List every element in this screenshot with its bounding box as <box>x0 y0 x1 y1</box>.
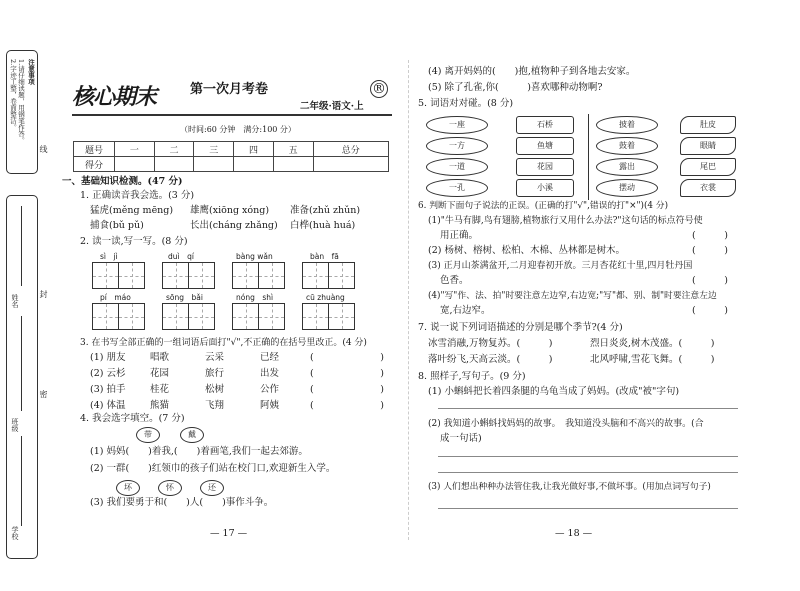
q4-line-2: (2) 一群( )红领巾的孩子们站在校门口,欢迎新生入学。 <box>90 463 336 474</box>
q7-item-1[interactable]: 冰雪消融,万物复苏。( ) <box>428 338 553 349</box>
q3-word: 公作 <box>260 384 280 395</box>
q3-title: 3. 在书写全部正确的一组词语后面打"√",不正确的在括号里改正。(4 分) <box>80 338 367 348</box>
notice-title: 注意事项 <box>27 59 35 85</box>
q5-col1-4[interactable]: 一孔 <box>426 179 488 197</box>
q5-col3-2[interactable]: 鼓着 <box>596 137 658 155</box>
q6-answer-3[interactable]: ( ) <box>692 275 728 286</box>
writing-box[interactable] <box>232 303 259 330</box>
score-cell[interactable] <box>115 157 155 172</box>
class-line <box>21 316 22 411</box>
writing-box[interactable] <box>118 303 145 330</box>
q3-word: 旅行 <box>205 368 225 379</box>
student-info-box <box>6 195 38 559</box>
school-line <box>21 436 22 526</box>
q3-row-1 <box>90 352 384 364</box>
q8-title: 8. 照样子,写句子。(9 分) <box>418 371 526 382</box>
q4-option-dai4: 戴 <box>180 427 204 443</box>
q4-option-huai2: 怀 <box>158 480 182 496</box>
q2-pinyin-1: sì jì <box>100 252 118 261</box>
q8-answer-line-2[interactable] <box>438 456 738 457</box>
score-header-total: 总分 <box>313 142 388 157</box>
q2-pinyin-3: bàng wǎn <box>236 252 273 261</box>
q5-col4-2[interactable]: 眼睛 <box>680 137 736 155</box>
q2-pinyin-6: sōng bǎi <box>166 293 203 302</box>
q4-option-dai1: 带 <box>136 427 160 443</box>
writing-box[interactable] <box>118 262 145 289</box>
q6-item-1b: 用正确。 <box>440 230 479 241</box>
q8-sentence-1: (1) 小蝌蚪把长着四条腿的乌龟当成了妈妈。(改成"被"字句) <box>428 386 680 397</box>
q3-word: 云采 <box>205 352 225 363</box>
q6-item-4a: (4)"写"作、法、拍"时要注意左边窄,右边宽;"写"都、别、制"时要注意左边 <box>428 291 717 301</box>
writing-box[interactable] <box>162 262 189 289</box>
q1-item-1: 猛虎(měng mēng) <box>90 205 174 216</box>
q6-answer-1[interactable]: ( ) <box>692 230 728 241</box>
q3-word: (1) 朋友 <box>90 352 126 363</box>
q3-answer[interactable]: ( ) <box>310 352 384 363</box>
q8-sentence-2a: (2) 我知道小蝌蚪找妈妈的故事。 我知道没头脑和不高兴的故事。(合 <box>428 419 704 429</box>
q3-row-2 <box>90 368 384 380</box>
registered-mark: ® <box>372 81 386 97</box>
score-cell[interactable] <box>194 157 234 172</box>
time-info: （时间:60 分钟 满分:100 分） <box>180 125 296 134</box>
section1-heading: 一、基础知识检测。(47 分) <box>62 176 183 187</box>
q5-col2-3[interactable]: 花园 <box>516 158 574 176</box>
q5-col3-1[interactable]: 披着 <box>596 116 658 134</box>
mid-label: 密 <box>39 390 48 398</box>
binding-sidebar <box>6 50 48 562</box>
q1-item-4: 捕食(bǔ pǔ) <box>90 220 144 231</box>
writing-box[interactable] <box>258 262 285 289</box>
q8-answer-line-1[interactable] <box>438 408 738 409</box>
score-cell[interactable] <box>273 157 313 172</box>
q3-word: (4) 体温 <box>90 400 126 411</box>
writing-box[interactable] <box>302 262 329 289</box>
q3-word: 已经 <box>260 352 280 363</box>
q1-item-6: 白桦(huà huá) <box>290 220 356 231</box>
q3-answer[interactable]: ( ) <box>310 400 384 411</box>
q6-item-1a: (1)"牛马有脚,鸟有翅膀,植物旅行又用什么办法?"这句话的标点符号使 <box>428 216 703 226</box>
q6-answer-4[interactable]: ( ) <box>692 305 728 316</box>
score-header-2: 二 <box>154 142 194 157</box>
q4-option-hai: 还 <box>200 480 224 496</box>
q5-col4-4[interactable]: 衣裳 <box>680 179 736 197</box>
page-divider <box>408 60 409 540</box>
q4-line-5: (5) 除了孔雀,你( )喜欢哪种动物啊? <box>428 82 603 93</box>
q4-title: 4. 我会选字填空。(7 分) <box>80 413 185 424</box>
q3-word: 花园 <box>150 368 170 379</box>
q4-line-4: (4) 离开妈妈的( )抱,植物种子到各地去安家。 <box>428 66 636 77</box>
q8-answer-line-3[interactable] <box>438 472 738 473</box>
writing-box[interactable] <box>188 262 215 289</box>
q1-title: 1. 正确读音我会选。(3 分) <box>80 190 195 201</box>
score-header-1: 一 <box>115 142 155 157</box>
q4-line-1: (1) 妈妈( )着我,( )着画笔,我们一起去郊游。 <box>90 446 308 457</box>
writing-box[interactable] <box>328 303 355 330</box>
q5-col2-1[interactable]: 石桥 <box>516 116 574 134</box>
q6-item-2: (2) 杨树、榕树、松柏、木棉、丛林都是树木。 <box>428 245 625 256</box>
writing-box[interactable] <box>162 303 189 330</box>
line-label: 线 <box>39 145 48 153</box>
q5-title: 5. 词语对对碰。(8 分) <box>418 98 514 109</box>
q2-pinyin-2: duì qí <box>168 252 194 261</box>
score-table <box>73 141 389 172</box>
q3-row-3 <box>90 384 384 396</box>
q3-word: 桂花 <box>150 384 170 395</box>
q7-item-4[interactable]: 北风呼啸,雪花飞舞。( ) <box>590 354 715 365</box>
q3-word: 出发 <box>260 368 280 379</box>
q2-pinyin-5: pí máo <box>100 293 131 302</box>
q5-separator <box>588 114 589 200</box>
q3-word: (3) 拍手 <box>90 384 126 395</box>
school-label: 学校 <box>11 526 19 540</box>
q8-sentence-2b: 成一句话) <box>440 433 482 444</box>
q7-item-3[interactable]: 落叶纷飞,天高云淡。( ) <box>428 354 553 365</box>
q2-pinyin-8: cū zhuàng <box>306 293 345 302</box>
q1-item-5: 长出(cháng zhǎng) <box>190 220 278 231</box>
writing-box[interactable] <box>302 303 329 330</box>
q5-col4-1[interactable]: 肚皮 <box>680 116 736 134</box>
q5-col3-3[interactable]: 露出 <box>596 158 658 176</box>
writing-box[interactable] <box>92 262 119 289</box>
q6-item-3b: 色香。 <box>440 275 469 286</box>
q5-col1-1[interactable]: 一座 <box>426 116 488 134</box>
q3-word: 唱歌 <box>150 352 170 363</box>
notice-item-2: 2.字迹工整，卷面整洁。 <box>9 59 17 131</box>
q2-title: 2. 读一读,写一写。(8 分) <box>80 236 188 247</box>
q6-item-3a: (3) 正月山茶满盆开,二月迎春初开放。三月杏花红十里,四月牡丹国 <box>428 261 693 271</box>
q3-word: 熊猫 <box>150 400 170 411</box>
q5-col2-2[interactable]: 鱼塘 <box>516 137 574 155</box>
left-page-number: — 17 — <box>210 528 248 539</box>
q6-answer-2[interactable]: ( ) <box>692 245 728 256</box>
q3-answer[interactable]: ( ) <box>310 384 384 395</box>
q6-item-4b: 宽,右边窄。 <box>440 305 491 316</box>
name-label: 姓名 <box>11 294 19 308</box>
q3-word: (2) 云杉 <box>90 368 126 379</box>
q5-col1-2[interactable]: 一方 <box>426 137 488 155</box>
score-cell[interactable] <box>154 157 194 172</box>
seal-label: 封 <box>39 290 48 298</box>
q4-line-3: (3) 我们要勇于和( )人( )事作斗争。 <box>90 497 274 508</box>
q2-pinyin-7: nóng shì <box>236 293 274 302</box>
writing-box[interactable] <box>188 303 215 330</box>
q5-col3-4[interactable]: 摆动 <box>596 179 658 197</box>
q3-word: 飞翔 <box>205 400 225 411</box>
score-cell[interactable] <box>234 157 274 172</box>
grade-subject: 二年级·语文·上 <box>300 101 364 112</box>
brand-logo: 核心期末 <box>72 85 157 110</box>
q3-answer[interactable]: ( ) <box>310 368 384 379</box>
writing-box[interactable] <box>92 303 119 330</box>
q8-sentence-3: (3) 人们想出种种办法管住我,让我光做好事,不做坏事。(用加点词写句子) <box>428 482 711 492</box>
q3-word: 阿姨 <box>260 400 280 411</box>
writing-box[interactable] <box>232 262 259 289</box>
q5-col4-3[interactable]: 尾巴 <box>680 158 736 176</box>
title-underline <box>72 114 392 116</box>
writing-box[interactable] <box>328 262 355 289</box>
q7-title: 7. 说一说下列词语描述的分别是哪个季节?(4 分) <box>418 322 623 333</box>
q5-col2-4[interactable]: 小溪 <box>516 179 574 197</box>
writing-box[interactable] <box>258 303 285 330</box>
q7-item-2[interactable]: 烈日炎炎,树木茂盛。( ) <box>590 338 715 349</box>
q2-pinyin-4: bàn fā <box>310 252 339 261</box>
notice-item-1: 1.请仔细读题，用钢笔作答。 <box>17 59 25 144</box>
notice-box <box>6 50 38 174</box>
score-header-3: 三 <box>194 142 234 157</box>
q4-option-huai: 坏 <box>116 480 140 496</box>
score-header-5: 五 <box>273 142 313 157</box>
score-cell[interactable] <box>313 157 388 172</box>
q1-item-2: 雄鹰(xiōng xóng) <box>190 205 270 216</box>
class-label: 班级 <box>11 418 19 432</box>
q3-row-4 <box>90 400 384 412</box>
score-row-label: 得分 <box>74 157 115 172</box>
name-line <box>21 206 22 286</box>
score-header-label: 题号 <box>74 142 115 157</box>
q3-word: 松树 <box>205 384 225 395</box>
q8-answer-line-4[interactable] <box>438 508 738 509</box>
q5-col1-3[interactable]: 一道 <box>426 158 488 176</box>
q1-item-3: 准备(zhǔ zhǔn) <box>290 205 361 216</box>
q6-title: 6. 判断下面句子说法的正误。(正确的打"√",错误的打"×")(4 分) <box>418 201 669 211</box>
exam-title: 第一次月考卷 <box>190 82 269 97</box>
right-page-number: — 18 — <box>555 528 593 539</box>
score-header-4: 四 <box>234 142 274 157</box>
